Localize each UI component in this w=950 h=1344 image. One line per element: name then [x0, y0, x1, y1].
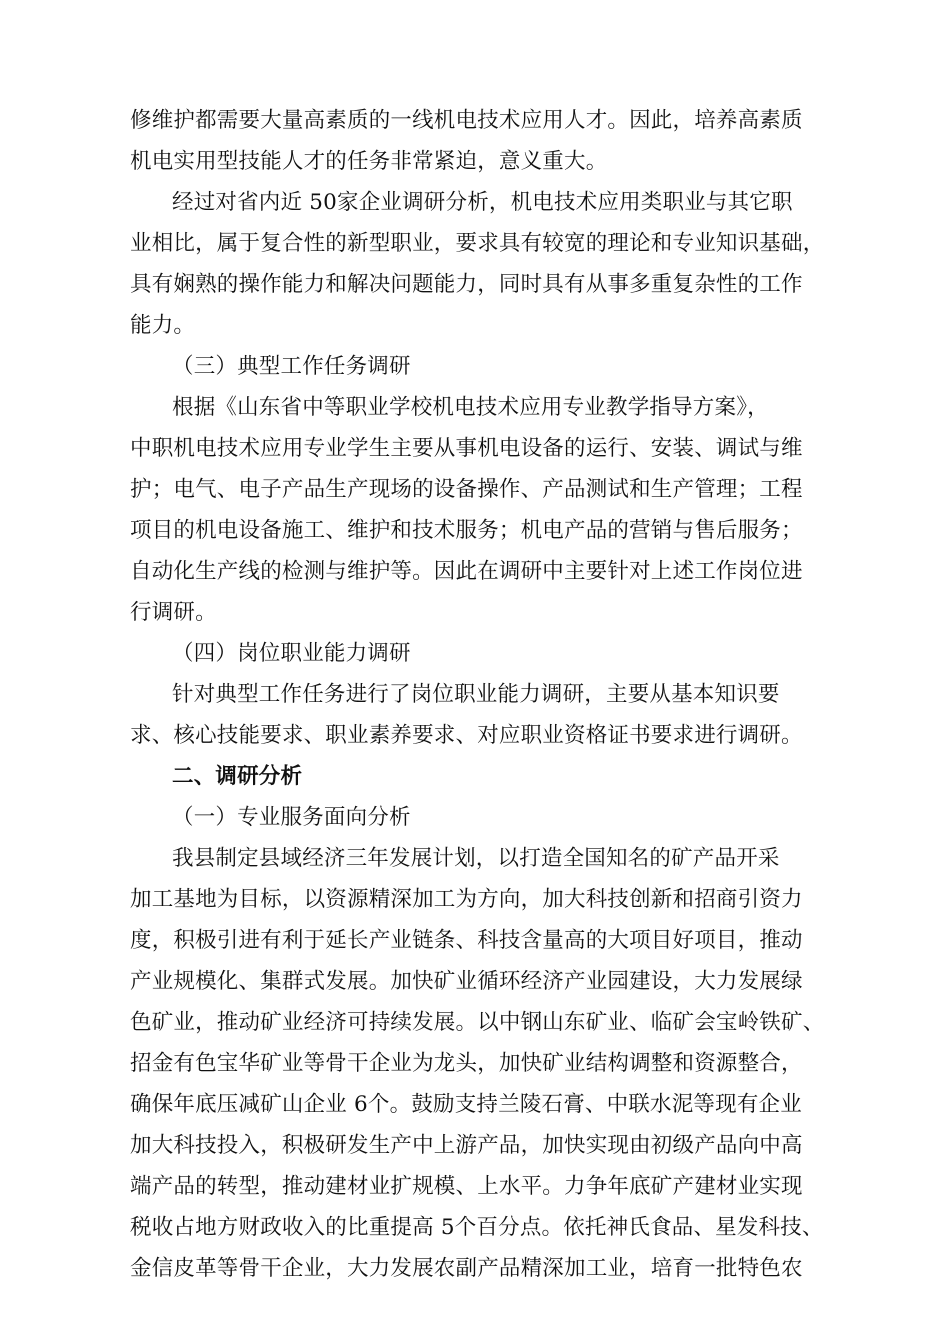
body-text-line: 产业规模化、集群式发展。加快矿业循环经济产业园建设，大力发展绿 — [130, 969, 803, 994]
body-text-line: 端产品的转型，推动建材业扩规模、上水平。力争年底矿产建材业实现 — [130, 1174, 803, 1199]
paragraph-first-line: 我县制定县域经济三年发展计划，以打造全国知名的矿产品开采 — [172, 846, 780, 871]
body-text-line: 确保年底压减矿山企业 6个。鼓励支持兰陵石膏、中联水泥等现有企业 — [130, 1092, 802, 1117]
body-text-line: 度，积极引进有利于延长产业链条、科技含量高的大项目好项目，推动 — [130, 928, 803, 953]
subsection-heading: （三）典型工作任务调研 — [172, 354, 411, 379]
subsection-heading: （四）岗位职业能力调研 — [172, 641, 411, 666]
body-text-line: 税收占地方财政收入的比重提高 5个百分点。依托神氏食品、星发科技、 — [130, 1215, 824, 1240]
body-text-line: 金信皮革等骨干企业，大力发展农副产品精深加工业，培育一批特色农 — [130, 1256, 803, 1281]
body-text-line: 项目的机电设备施工、维护和技术服务；机电产品的营销与售后服务； — [130, 518, 803, 543]
body-text-line: 机电实用型技能人才的任务非常紧迫，意义重大。 — [130, 149, 608, 174]
section-heading: 二、调研分析 — [172, 764, 303, 789]
body-text-line: 色矿业，推动矿业经济可持续发展。以中钢山东矿业、临矿会宝岭铁矿、 — [130, 1010, 825, 1035]
paragraph-first-line: 经过对省内近 50家企业调研分析，机电技术应用类职业与其它职 — [172, 190, 793, 215]
body-text-line: 业相比，属于复合性的新型职业，要求具有较宽的理论和专业知识基础， — [130, 231, 825, 256]
body-text-line: 加工基地为目标，以资源精深加工为方向，加大科技创新和招商引资力 — [130, 887, 803, 912]
body-text-line: 招金有色宝华矿业等骨干企业为龙头，加快矿业结构调整和资源整合， — [130, 1051, 803, 1076]
body-text-line: 具有娴熟的操作能力和解决问题能力，同时具有从事多重复杂性的工作 — [130, 272, 803, 297]
body-text-line: 求、核心技能要求、职业素养要求、对应职业资格证书要求进行调研。 — [130, 723, 803, 748]
body-text-line: 中职机电技术应用专业学生主要从事机电设备的运行、安装、调试与维 — [130, 436, 803, 461]
body-text-line: 护；电气、电子产品生产现场的设备操作、产品测试和生产管理；工程 — [130, 477, 803, 502]
body-text-line: 能力。 — [130, 313, 196, 338]
subsection-heading: （一）专业服务面向分析 — [172, 805, 411, 830]
body-text-line: 自动化生产线的检测与维护等。因此在调研中主要针对上述工作岗位进 — [130, 559, 803, 584]
body-text-line: 修维护都需要大量高素质的一线机电技术应用人才。因此，培养高素质 — [130, 108, 803, 133]
body-text-line: 行调研。 — [130, 600, 217, 625]
paragraph-first-line: 针对典型工作任务进行了岗位职业能力调研，主要从基本知识要 — [172, 682, 780, 707]
paragraph-first-line: 根据《山东省中等职业学校机电技术应用专业教学指导方案》， — [172, 395, 769, 420]
body-text-line: 加大科技投入，积极研发生产中上游产品，加快实现由初级产品向中高 — [130, 1133, 803, 1158]
